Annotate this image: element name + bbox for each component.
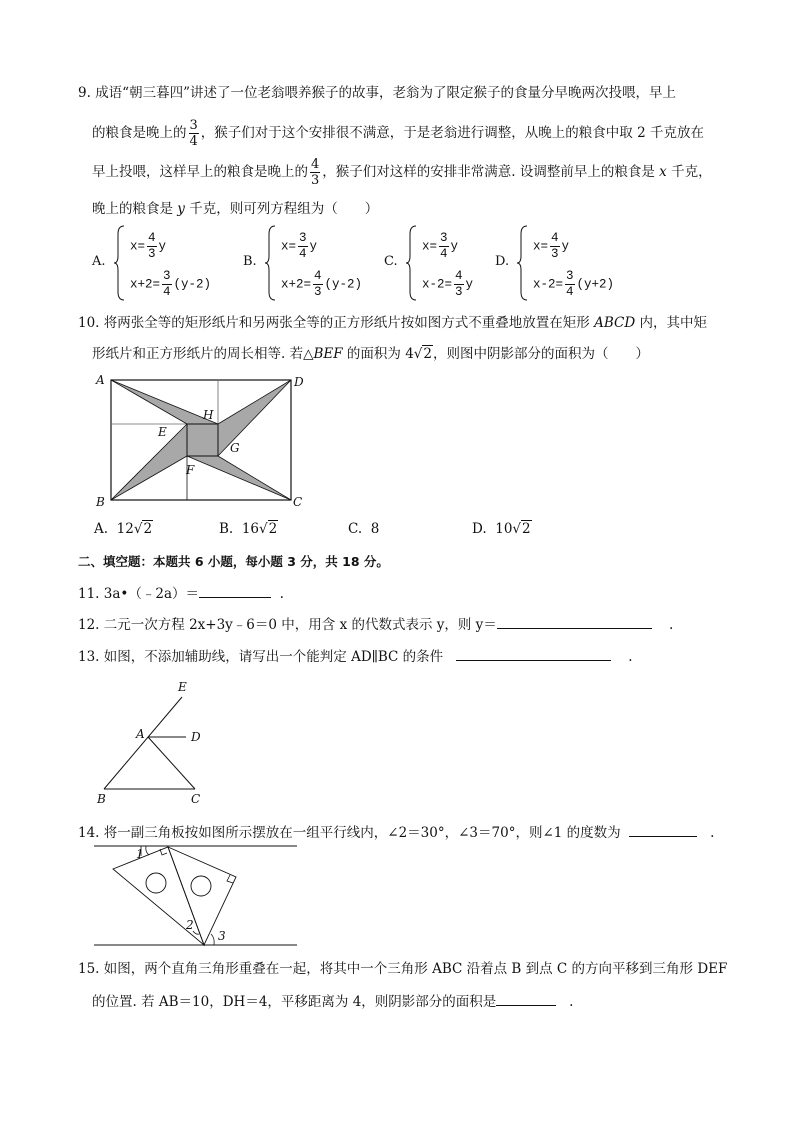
text: x+2=	[281, 277, 312, 292]
label-g: G	[230, 441, 240, 455]
text: 4	[551, 231, 559, 245]
q14	[78, 822, 714, 842]
label-e: E	[158, 425, 167, 439]
text: y	[561, 239, 570, 254]
q9-option-a[interactable]	[92, 224, 242, 304]
q11-expression: 3a•（﹣2a）＝	[103, 586, 200, 602]
text: B.	[219, 521, 234, 537]
text: 3	[551, 246, 559, 261]
equation-1	[422, 232, 458, 260]
q15-text: 的位置. 若 AB＝10，DH＝4，平移距离为 4，则阴影部分的面积是	[92, 994, 497, 1010]
q9-text: 早上投喂，这样早上的粮食是晚上的	[92, 164, 308, 180]
text: 3	[299, 231, 307, 245]
label-d: D	[191, 730, 201, 744]
numerator: 4	[311, 157, 320, 172]
text: 3	[440, 231, 448, 245]
angle-1-label: 1	[136, 847, 144, 861]
angle-2-label: 2	[186, 918, 194, 932]
q10-option-d[interactable]: D. 10√2	[472, 521, 531, 537]
text: 16	[241, 521, 259, 537]
q11-number: 11.	[78, 586, 100, 602]
q9-line4	[92, 200, 378, 218]
text: x=	[130, 239, 146, 254]
text: (y-2)	[173, 277, 212, 292]
text: A.	[94, 521, 109, 537]
text: 4	[314, 269, 322, 283]
q12	[78, 614, 673, 634]
text: .	[710, 825, 715, 841]
q10-line2	[92, 345, 649, 363]
q10-text: 将两张全等的矩形纸片和另两张全等的正方形纸片按如图方式不重叠地放置在矩形	[103, 315, 595, 331]
q12-number: 12.	[78, 617, 100, 633]
equation-2	[281, 270, 362, 298]
fraction	[189, 119, 199, 148]
q9-text-line1: 成语“朝三暮四”讲述了一位老翁喂养猴子的故事，老翁为了限定猴子的食量分早晚两次投喂，早上	[95, 85, 676, 101]
sqrt: √2	[413, 346, 432, 362]
text: 3	[163, 269, 171, 283]
q9-line3	[92, 155, 712, 189]
q9-text: 千克，则可列方程组为（ ）	[184, 201, 379, 217]
brace-icon	[263, 224, 277, 302]
text: y	[465, 277, 474, 292]
q14-text: 将一副三角板按如图所示摆放在一组平行线内，∠2＝30°，∠3＝70°，则∠1 的度数为	[103, 825, 621, 841]
text: 4	[566, 284, 574, 299]
q13-number: 13.	[78, 649, 100, 665]
q10-text: 的面积为 4	[342, 346, 414, 362]
q9-number: 9.	[78, 85, 91, 101]
label-d: D	[294, 375, 304, 389]
variable: ABCD	[594, 315, 636, 331]
q10-text: 形纸片和正方形纸片的周长相等. 若△	[92, 346, 314, 362]
option-label: D.	[495, 254, 510, 269]
q10-number: 10.	[78, 315, 100, 331]
text: 3	[148, 246, 156, 261]
text: .	[668, 617, 674, 633]
q15-line1	[78, 960, 727, 978]
numerator: 3	[189, 118, 198, 133]
label-h: H	[203, 408, 214, 422]
denominator: 4	[189, 134, 198, 149]
q10-text: 内，其中矩	[635, 315, 707, 331]
q15-answer-blank[interactable]	[496, 991, 556, 1006]
q9-line2	[92, 116, 704, 150]
text: .	[569, 994, 574, 1010]
q9-option-c[interactable]	[384, 224, 494, 304]
q10-text: ，则图中阴影部分的面积为（ ）	[433, 346, 649, 362]
text: 3	[566, 269, 574, 283]
text: 2	[522, 521, 531, 537]
brace-icon	[404, 224, 418, 302]
q10-line1	[78, 314, 707, 332]
text: y	[450, 239, 459, 254]
equation-2	[130, 270, 211, 298]
q15-number: 15.	[78, 961, 100, 977]
text: 12	[116, 521, 134, 537]
fraction	[310, 158, 320, 187]
label-c: C	[191, 792, 201, 806]
brace-icon	[112, 224, 126, 302]
section-heading: 二、填空题：本题共 6 小题，每小题 3 分，共 18 分。	[78, 554, 389, 569]
option-label: C.	[384, 254, 398, 269]
q13-text: 如图，不添加辅助线，请写出一个能判定 AD∥BC 的条件	[103, 649, 444, 665]
text: 4	[148, 231, 156, 245]
label-e: E	[178, 680, 187, 694]
text: 2	[143, 521, 153, 537]
denominator: 3	[311, 173, 320, 188]
q9-text: ，猴子们对这样的安排非常满意. 设调整前早上的粮食是	[322, 164, 660, 180]
q14-figure	[88, 840, 303, 950]
q9-line1	[78, 84, 676, 102]
text: 4	[299, 246, 307, 261]
label-f: F	[186, 463, 195, 477]
text: 8	[370, 521, 380, 537]
q9-text: 的粮食是晚上的	[92, 125, 187, 141]
q9-text: 千克，	[666, 164, 712, 180]
equation-2	[422, 270, 473, 298]
label-a: A	[96, 373, 105, 387]
angle-3-label: 3	[218, 929, 226, 943]
label-b: B	[96, 495, 105, 509]
text: x=	[533, 239, 549, 254]
q14-answer-blank[interactable]	[629, 822, 697, 837]
q14-number: 14.	[78, 825, 100, 841]
text: 3	[314, 284, 322, 299]
variable: y	[177, 201, 185, 217]
equation-2	[533, 270, 614, 298]
text: x-2=	[533, 277, 564, 292]
q13	[78, 646, 633, 666]
q12-answer-blank[interactable]	[497, 614, 652, 629]
text: x=	[281, 239, 297, 254]
text: 3	[455, 284, 463, 299]
q13-figure	[88, 676, 228, 811]
label-c: C	[293, 495, 303, 509]
text: 2	[268, 521, 278, 537]
text: 10	[495, 521, 513, 537]
text: 4	[163, 284, 171, 299]
label-b: B	[97, 792, 106, 806]
q11	[78, 583, 284, 603]
q10-option-c[interactable]	[348, 520, 379, 538]
q9-text: ，猴子们对于这个安排很不满意，于是老翁进行调整，从晚上的粮食中取 2 千克放在	[200, 125, 704, 141]
label-a: A	[136, 727, 145, 741]
text: (y-2)	[324, 277, 363, 292]
q15-line2	[92, 991, 573, 1011]
q11-answer-blank[interactable]	[199, 583, 271, 598]
text: y	[309, 239, 318, 254]
text: .	[628, 649, 633, 665]
text: x+2=	[130, 277, 161, 292]
text: (y+2)	[576, 277, 615, 292]
option-label: A.	[92, 254, 106, 269]
equation-1	[130, 232, 166, 260]
text: C.	[348, 521, 363, 537]
brace-icon	[515, 224, 529, 302]
q9-text: 晚上的粮食是	[92, 201, 178, 217]
q9-option-b[interactable]	[243, 224, 383, 304]
variable: BEF	[313, 346, 343, 362]
text: x=	[422, 239, 438, 254]
shaded-square	[187, 424, 218, 456]
text: x-2=	[422, 277, 453, 292]
q10-option-b[interactable]: B. 16√2	[219, 521, 278, 537]
text: y	[158, 239, 167, 254]
q13-answer-blank[interactable]	[456, 646, 611, 661]
text: .	[279, 586, 284, 602]
variable: x	[659, 164, 667, 180]
q10-option-a[interactable]: A. 12√2	[94, 521, 153, 537]
q9-option-d[interactable]	[495, 224, 645, 304]
text: 4	[440, 246, 448, 261]
equation-1	[533, 232, 569, 260]
q12-text: 二元一次方程 2x+3y﹣6＝0 中，用含 x 的代数式表示 y，则 y＝	[103, 617, 497, 633]
text: D.	[472, 521, 487, 537]
option-label: B.	[243, 254, 257, 269]
q15-text: 如图，两个直角三角形重叠在一起，将其中一个三角形 ABC 沿着点 B 到点 C 的方向平移到三角形 DEF	[103, 961, 728, 977]
equation-1	[281, 232, 317, 260]
text: 2	[423, 346, 432, 362]
q10-figure	[88, 368, 318, 513]
text: 4	[455, 269, 463, 283]
